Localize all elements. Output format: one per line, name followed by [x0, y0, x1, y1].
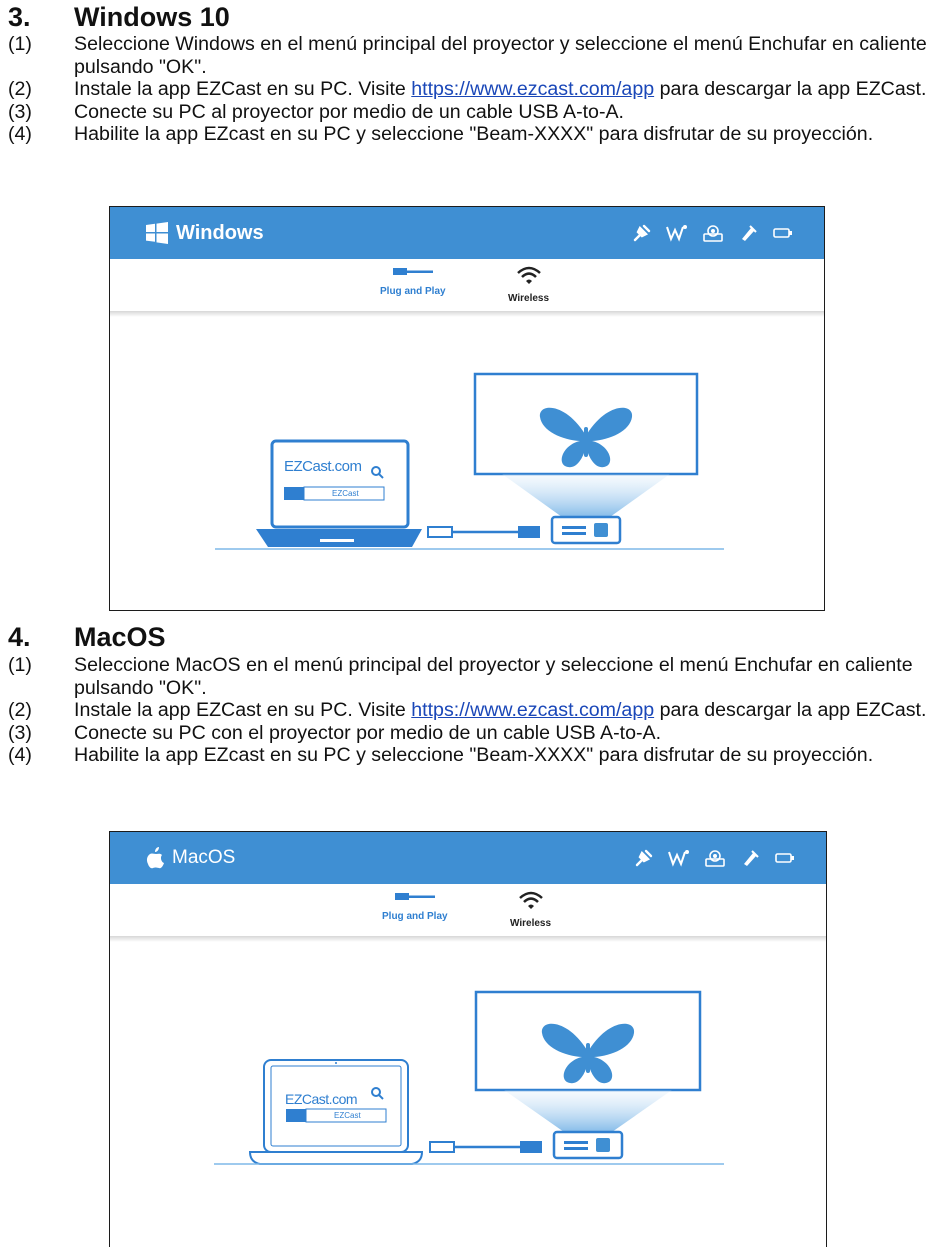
os-title: Windows — [176, 221, 264, 244]
steps-list — [8, 33, 928, 146]
projection-screen — [476, 992, 700, 1090]
dlna-icon[interactable] — [702, 224, 724, 242]
windows-logo-icon — [146, 222, 168, 244]
list-item — [8, 123, 928, 146]
projector-icon — [554, 1132, 622, 1158]
tab-wireless[interactable] — [508, 265, 549, 304]
miracast-icon[interactable] — [632, 224, 652, 242]
step-text-before: Instale la app EZCast en su PC. Visite — [74, 78, 412, 100]
list-item — [8, 33, 928, 78]
usb-cable-icon — [393, 265, 433, 283]
list-item — [8, 722, 928, 745]
laptop-button-label: EZCast — [334, 1111, 361, 1120]
projector-screen-windows — [109, 206, 825, 611]
list-item — [8, 654, 928, 699]
connection-illustration — [110, 317, 824, 607]
step-text: Conecte su PC al proyector por medio de un cable USB A-to-A. — [74, 100, 624, 123]
os-title: MacOS — [172, 847, 236, 868]
tab-plug-and-play[interactable] — [380, 265, 446, 297]
step-number: (3) — [8, 100, 32, 123]
step-text: Seleccione MacOS en el menú principal del proyector y seleccione el menú Enchufar en caliente pulsando "OK". — [74, 654, 913, 699]
step-text: Habilite la app EZcast en su PC y seleccione "Beam-XXXX" para disfrutar de su proyección. — [74, 744, 874, 766]
tab-label: Wireless — [510, 918, 552, 929]
projector-screen-macos — [109, 831, 827, 1247]
step-number: (1) — [8, 33, 32, 55]
list-item — [8, 78, 928, 101]
mode-tabs — [110, 259, 824, 311]
section-number: 3. — [8, 2, 31, 32]
list-item — [8, 744, 928, 767]
usb-a-to-a-cable-icon — [428, 526, 540, 538]
ezcast-download-link[interactable]: https://www.ezcast.com/app — [411, 78, 655, 100]
dlna-icon[interactable] — [704, 849, 726, 867]
airplay-icon[interactable] — [668, 849, 690, 867]
header-icons — [634, 832, 796, 884]
ezair-icon[interactable] — [738, 224, 758, 242]
laptop-brand: EZCast.com — [285, 1091, 358, 1107]
step-number: (3) — [8, 721, 32, 744]
steps-list — [8, 654, 928, 767]
list-item — [8, 699, 928, 722]
miracast-icon[interactable] — [634, 849, 654, 867]
usb-cable-icon — [395, 890, 435, 908]
apple-logo-icon — [146, 847, 166, 869]
section-number: 4. — [8, 622, 31, 652]
usb-icon[interactable] — [774, 851, 796, 865]
projection-beam — [504, 1090, 672, 1132]
step-text-after: para descargar la app EZCast. — [654, 699, 927, 721]
wifi-icon — [516, 265, 542, 290]
step-text: Habilite la app EZcast en su PC y seleccione "Beam-XXXX" para disfrutar de su proyección. — [74, 123, 874, 145]
step-number: (2) — [8, 699, 32, 721]
usb-icon[interactable] — [772, 226, 794, 240]
usb-a-to-a-cable-icon — [430, 1141, 542, 1153]
tab-plug-and-play[interactable] — [382, 890, 448, 922]
header-icons — [632, 207, 794, 259]
list-item — [8, 101, 928, 124]
section-title: MacOS — [74, 622, 166, 652]
mode-tabs — [110, 884, 826, 936]
screen-header — [110, 832, 826, 884]
tab-label: Plug and Play — [382, 911, 448, 922]
section-title: Windows 10 — [74, 2, 230, 32]
step-text-after: para descargar la app EZCast. — [654, 78, 927, 100]
ezair-icon[interactable] — [740, 849, 760, 867]
step-text-before: Instale la app EZCast en su PC. Visite — [74, 699, 412, 721]
connection-illustration — [110, 942, 826, 1242]
screen-header — [110, 207, 824, 259]
step-text — [74, 78, 928, 101]
step-text: Seleccione Windows en el menú principal del proyector y seleccione el menú Enchufar en caliente pulsando "OK". — [74, 33, 927, 78]
step-text — [74, 699, 928, 722]
projection-beam — [502, 474, 670, 517]
laptop-button-label: EZCast — [332, 489, 359, 498]
projection-screen — [475, 374, 697, 474]
step-number: (4) — [8, 123, 32, 145]
tab-wireless[interactable] — [510, 890, 551, 929]
airplay-icon[interactable] — [666, 224, 688, 242]
laptop-brand: EZCast.com — [284, 458, 362, 475]
step-text: Conecte su PC con el proyector por medio de un cable USB A-to-A. — [74, 721, 662, 744]
step-number: (4) — [8, 744, 32, 766]
ezcast-download-link[interactable]: https://www.ezcast.com/app — [411, 699, 655, 721]
step-number: (2) — [8, 78, 32, 100]
tab-label: Plug and Play — [380, 286, 446, 297]
projector-icon — [552, 517, 620, 543]
section-heading — [8, 622, 166, 653]
step-number: (1) — [8, 654, 32, 676]
tab-label: Wireless — [508, 293, 550, 304]
wifi-icon — [518, 890, 544, 915]
section-heading — [8, 2, 230, 33]
